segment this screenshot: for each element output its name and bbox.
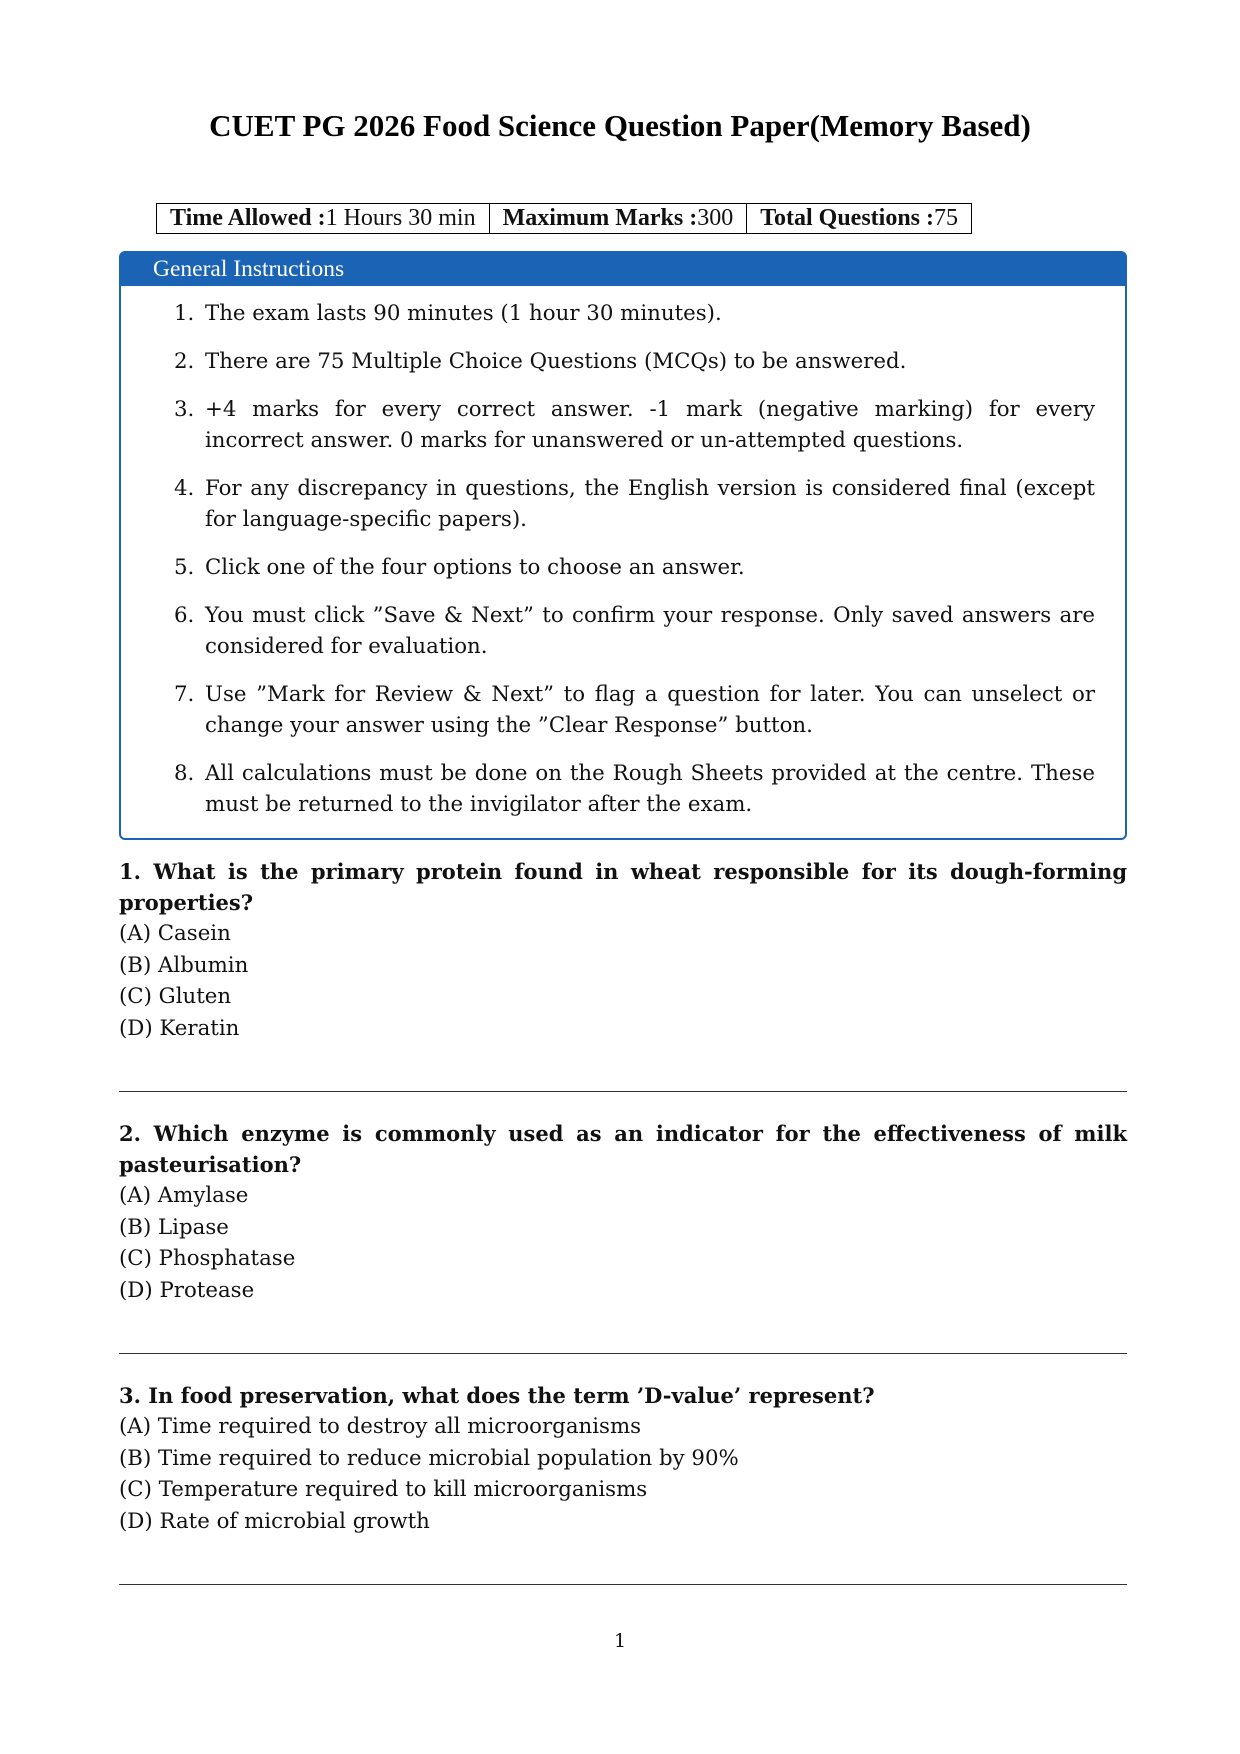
instruction-item bbox=[174, 552, 1095, 583]
option-c: (C) Phosphatase bbox=[119, 1246, 296, 1271]
time-allowed-label: Time Allowed : bbox=[170, 205, 326, 231]
question-text: 1. What is the primary protein found in wheat responsible for its dough-forming properties? bbox=[119, 859, 1127, 915]
instructions-list bbox=[121, 298, 1125, 820]
option-b: (B) Time required to reduce microbial population by 90% bbox=[119, 1445, 739, 1471]
divider bbox=[119, 1091, 1127, 1092]
instruction-text: You must click ”Save & Next” to confirm your response. Only saved answers are considered for evaluation. bbox=[205, 603, 1095, 659]
divider bbox=[119, 1584, 1127, 1585]
instruction-item bbox=[174, 394, 1095, 456]
option-d: (D) Keratin bbox=[119, 1015, 240, 1041]
option-b: (B) Albumin bbox=[119, 952, 249, 978]
maximum-marks-cell bbox=[489, 204, 747, 233]
instruction-number: 4. bbox=[174, 476, 195, 501]
option-c: (C) Temperature required to kill microorganisms bbox=[119, 1477, 648, 1502]
option-a: (A) Time required to destroy all microorganisms bbox=[119, 1414, 642, 1439]
total-questions-value: 75 bbox=[934, 205, 959, 231]
option-d: (D) Rate of microbial growth bbox=[119, 1508, 430, 1534]
page-number: 1 bbox=[613, 1630, 627, 1652]
time-allowed-cell bbox=[157, 204, 489, 233]
question-text: 3. In food preservation, what does the term ’D-value’ represent? bbox=[119, 1383, 875, 1408]
question-3 bbox=[119, 1380, 1127, 1537]
option-d: (D) Protease bbox=[119, 1277, 255, 1303]
instruction-item bbox=[174, 473, 1095, 535]
instruction-text: All calculations must be done on the Rough Sheets provided at the centre. These must be returned to the invigilator after the exam. bbox=[205, 761, 1095, 817]
instruction-text: There are 75 Multiple Choice Questions (MCQs) to be answered. bbox=[205, 349, 907, 374]
exam-meta-box bbox=[156, 203, 972, 234]
maximum-marks-value: 300 bbox=[697, 205, 734, 231]
question-text: 2. Which enzyme is commonly used as an indicator for the effectiveness of milk pasteurisation? bbox=[119, 1121, 1127, 1177]
instruction-item bbox=[174, 679, 1095, 741]
instruction-text: +4 marks for every correct answer. -1 mark (negative marking) for every incorrect answer. 0 marks for unanswered or un-attempted questions. bbox=[205, 397, 1095, 453]
total-questions-label: Total Questions : bbox=[760, 205, 935, 231]
instruction-text: Click one of the four options to choose an answer. bbox=[205, 555, 745, 580]
instruction-number: 5. bbox=[174, 555, 195, 580]
total-questions-cell bbox=[746, 204, 971, 233]
maximum-marks-label: Maximum Marks : bbox=[502, 205, 698, 231]
instruction-item bbox=[174, 298, 1095, 329]
option-b: (B) Lipase bbox=[119, 1214, 229, 1240]
option-a: (A) Casein bbox=[119, 921, 231, 946]
instruction-item bbox=[174, 600, 1095, 662]
instruction-text: Use ”Mark for Review & Next” to flag a question for later. You can unselect or change your answer using the ”Clear Response” button. bbox=[205, 682, 1095, 738]
option-a: (A) Amylase bbox=[119, 1183, 249, 1208]
general-instructions-box bbox=[119, 251, 1127, 840]
instruction-text: The exam lasts 90 minutes (1 hour 30 minutes). bbox=[205, 301, 722, 326]
option-c: (C) Gluten bbox=[119, 984, 232, 1009]
instruction-item bbox=[174, 758, 1095, 820]
instructions-heading: General Instructions bbox=[121, 253, 1125, 286]
time-allowed-value: 1 Hours 30 min bbox=[325, 205, 476, 231]
instruction-number: 6. bbox=[174, 603, 195, 628]
instruction-number: 1. bbox=[174, 301, 195, 326]
instruction-text: For any discrepancy in questions, the English version is considered final (except for language-specific papers). bbox=[205, 476, 1095, 532]
question-2 bbox=[119, 1118, 1127, 1306]
instruction-number: 8. bbox=[174, 761, 195, 786]
question-1 bbox=[119, 856, 1127, 1044]
divider bbox=[119, 1353, 1127, 1354]
instruction-number: 7. bbox=[174, 682, 195, 707]
instruction-item bbox=[174, 346, 1095, 377]
instruction-number: 3. bbox=[174, 397, 195, 422]
page-title: CUET PG 2026 Food Science Question Paper(Memory Based) bbox=[209, 108, 1031, 143]
instruction-number: 2. bbox=[174, 349, 195, 374]
